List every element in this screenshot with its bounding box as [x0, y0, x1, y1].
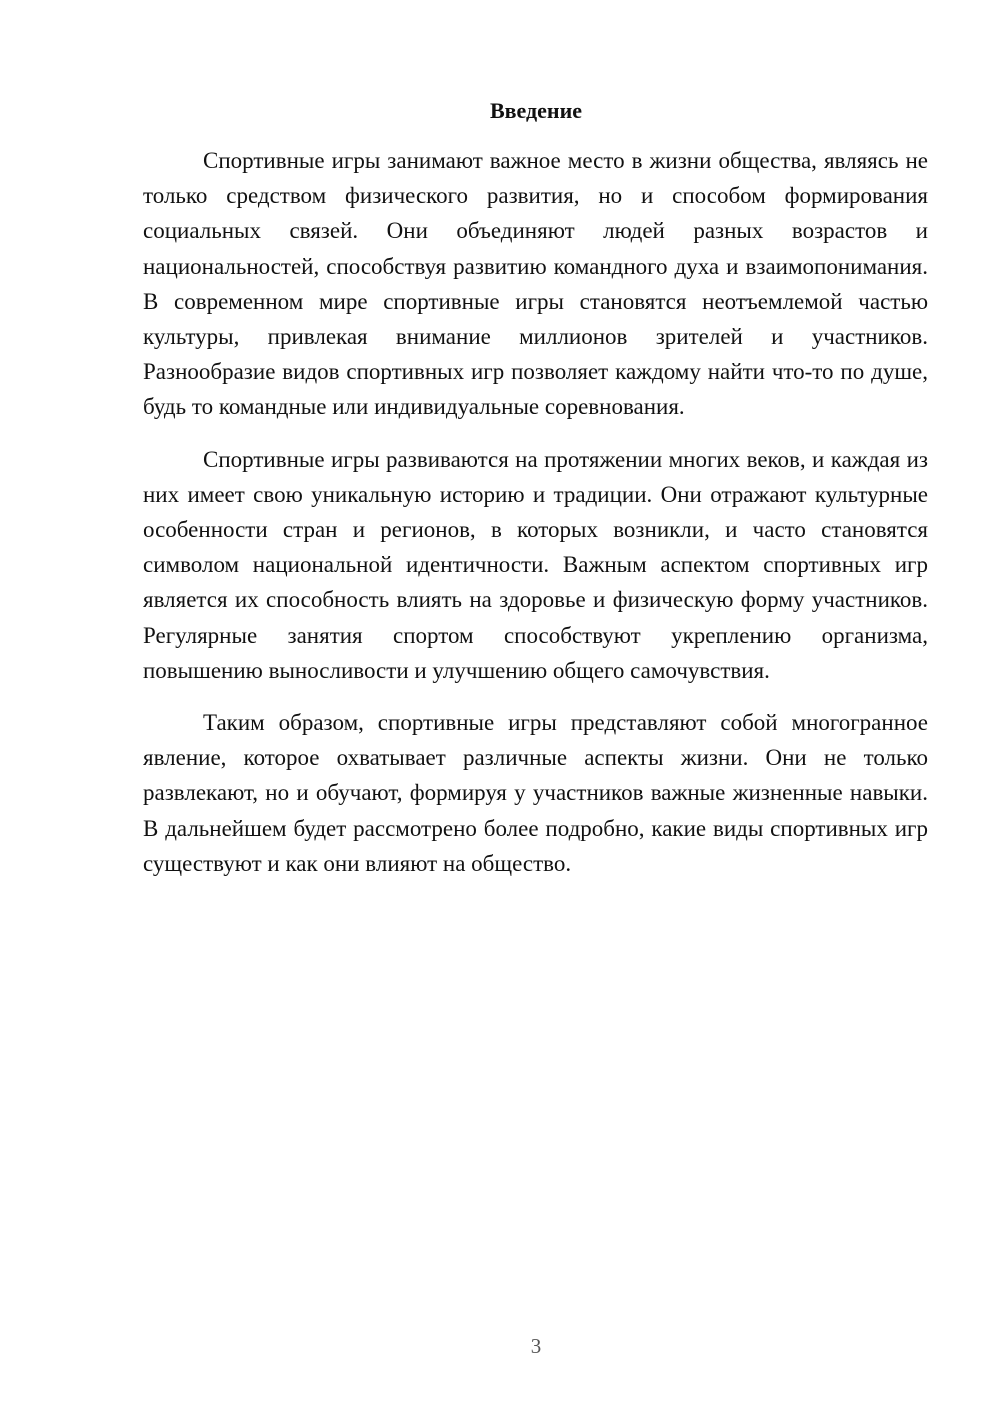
paragraph-3: Таким образом, спортивные игры представляют собой многогранное явление, которое охватывает различные аспекты жизни. Они не только развлекают, но и обучают, формируя у участников важные жизненные навыки. В дальнейшем будет рассмотрено более подробно, какие виды спортивных игр существуют и как они влияют на общество.	[143, 710, 928, 876]
paragraph-1: Спортивные игры занимают важное место в жизни общества, являясь не только средством физического развития, но и способом формирования социальных связей. Они объединяют людей разных возрастов и национальностей, способствуя развитию командного духа и взаимопонимания. В современном мире спортивные игры становятся неотъемлемой частью культуры, привлекая внимание миллионов зрителей и участников. Разнообразие видов спортивных игр позволяет каждому найти что-то по душе, будь то командные или индивидуальные соревнования.	[143, 148, 928, 420]
body-text	[143, 143, 928, 898]
section-title: Введение	[489, 98, 583, 123]
page-number: 3	[530, 1334, 542, 1358]
paragraph-2: Спортивные игры развиваются на протяжении многих веков, и каждая из них имеет свою уникальную историю и традиции. Они отражают культурные особенности стран и регионов, в которых возникли, и часто становятся символом национальной идентичности. Важным аспектом спортивных игр является их способность влиять на здоровье и физическую форму участников. Регулярные занятия спортом способствуют укреплению организма, повышению выносливости и улучшению общего самочувствия.	[143, 446, 928, 683]
